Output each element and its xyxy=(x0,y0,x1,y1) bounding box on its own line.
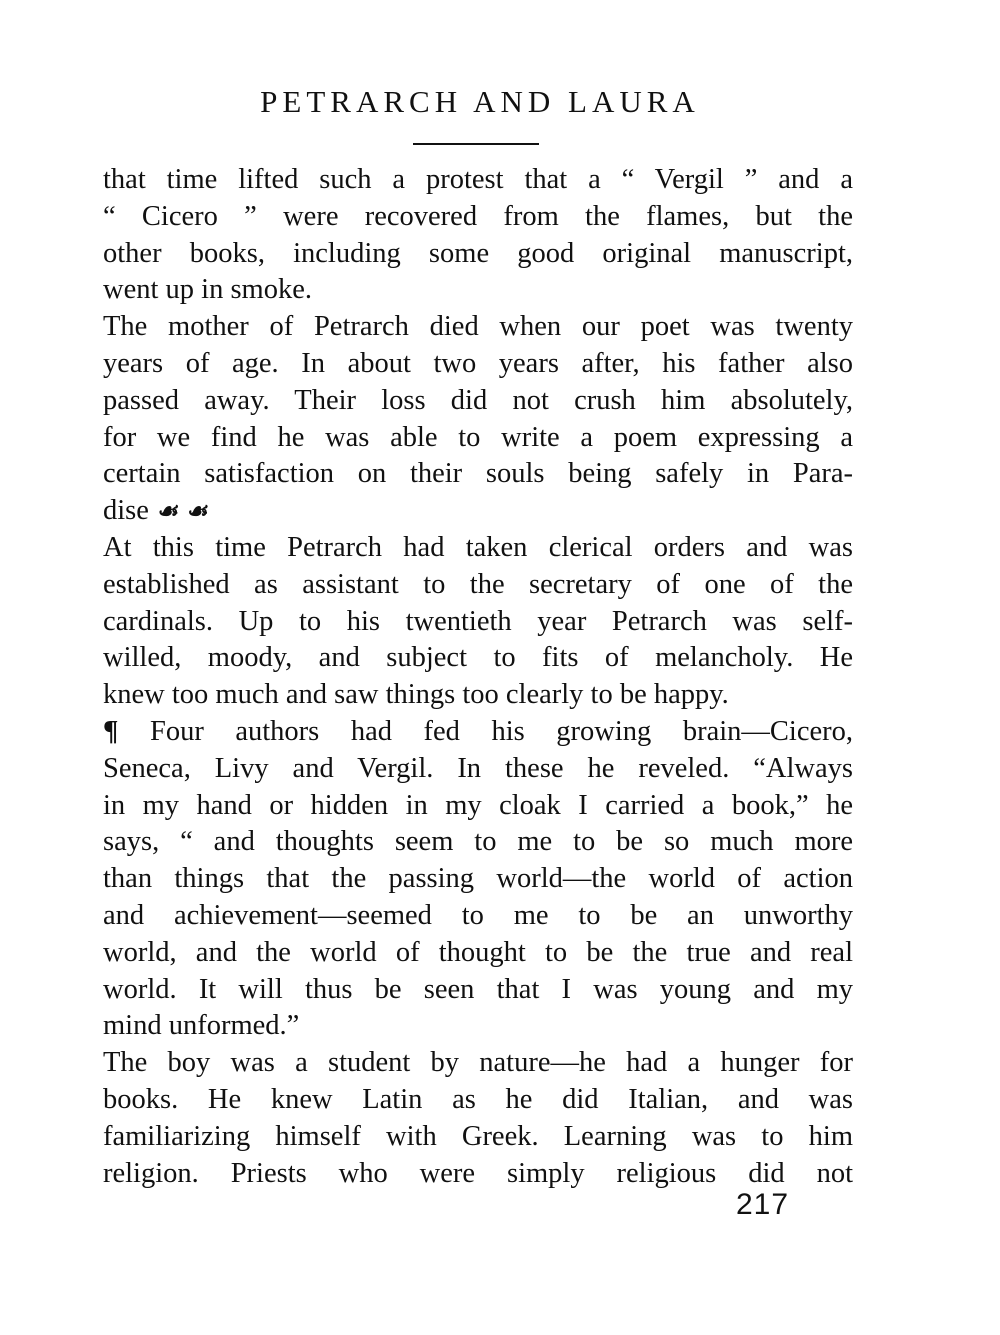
line-text: other books, including some good original manuscript, xyxy=(103,237,853,269)
line-text: established as assistant to the secretary of one of the xyxy=(103,568,853,600)
text-line xyxy=(103,1119,853,1156)
text-line xyxy=(103,861,853,898)
line-text: Seneca, Livy and Vergil. In these he reveled. “Always xyxy=(103,752,853,784)
text-line xyxy=(103,420,853,457)
text-line xyxy=(103,309,853,346)
line-text: knew too much and saw things too clearly to be happy. xyxy=(103,679,729,711)
text-line xyxy=(103,199,853,236)
text-line xyxy=(103,714,853,751)
line-text: The mother of Petrarch died when our poet was twenty xyxy=(103,311,853,343)
line-text: At this time Petrarch had taken clerical orders and was xyxy=(103,531,853,563)
line-text: years of age. In about two years after, his father also xyxy=(103,347,853,379)
line-text: world. It will thus be seen that I was young and my xyxy=(103,973,853,1005)
line-text: The boy was a student by nature—he had a hunger for xyxy=(103,1047,853,1079)
text-line xyxy=(103,788,853,825)
text-line xyxy=(103,346,853,383)
line-text: books. He knew Latin as he did Italian, and was xyxy=(103,1083,853,1115)
text-line xyxy=(103,493,853,530)
text-line xyxy=(103,1045,853,1082)
line-text: familiarizing himself with Greek. Learning was to him xyxy=(103,1120,853,1152)
line-text: says, “ and thoughts seem to me to be so much more xyxy=(103,826,853,858)
line-text: willed, moody, and subject to fits of melancholy. He xyxy=(103,642,853,674)
ornament-icon: ☙ ☙ xyxy=(156,499,209,526)
line-text: than things that the passing world—the world of action xyxy=(103,863,853,895)
line-text: certain satisfaction on their souls being safely in Para- xyxy=(103,458,853,490)
text-line xyxy=(103,935,853,972)
text-line xyxy=(103,751,853,788)
text-line xyxy=(103,1156,853,1193)
line-text: passed away. Their loss did not crush him absolutely, xyxy=(103,384,853,416)
text-line xyxy=(103,162,853,199)
running-title: PETRARCH AND LAURA xyxy=(260,84,700,119)
line-text: Four authors had fed his growing brain—Cicero, xyxy=(149,715,853,747)
text-line xyxy=(103,1008,853,1045)
line-text: went up in smoke. xyxy=(103,274,312,306)
line-text: religion. Priests who were simply religious did not xyxy=(103,1157,853,1189)
text-line xyxy=(103,456,853,493)
body-text xyxy=(103,162,853,1192)
text-line xyxy=(103,972,853,1009)
text-line xyxy=(103,898,853,935)
line-text: for we find he was able to write a poem expressing a xyxy=(103,421,853,453)
line-text: mind unformed.” xyxy=(103,1010,300,1042)
header-rule xyxy=(413,143,539,145)
line-text: dise xyxy=(103,495,149,527)
text-line xyxy=(103,824,853,861)
text-line xyxy=(103,640,853,677)
line-text: world, and the world of thought to be the true and real xyxy=(103,936,853,968)
text-line xyxy=(103,677,853,714)
text-line xyxy=(103,530,853,567)
text-line xyxy=(103,272,853,309)
line-text: and achievement—seemed to me to be an unworthy xyxy=(103,899,853,931)
text-line xyxy=(103,1082,853,1119)
text-line xyxy=(103,383,853,420)
pilcrow-mark: ¶ xyxy=(103,715,119,747)
line-text: cardinals. Up to his twentieth year Petrarch was self- xyxy=(103,605,853,637)
line-text: in my hand or hidden in my cloak I carried a book,” he xyxy=(103,789,853,821)
line-text: “ Cicero ” were recovered from the flames, but the xyxy=(103,200,853,232)
page-number: 217 xyxy=(736,1188,790,1221)
line-text: that time lifted such a protest that a “ Vergil ” and a xyxy=(103,164,853,195)
text-line xyxy=(103,604,853,641)
text-line xyxy=(103,567,853,604)
text-line xyxy=(103,236,853,273)
